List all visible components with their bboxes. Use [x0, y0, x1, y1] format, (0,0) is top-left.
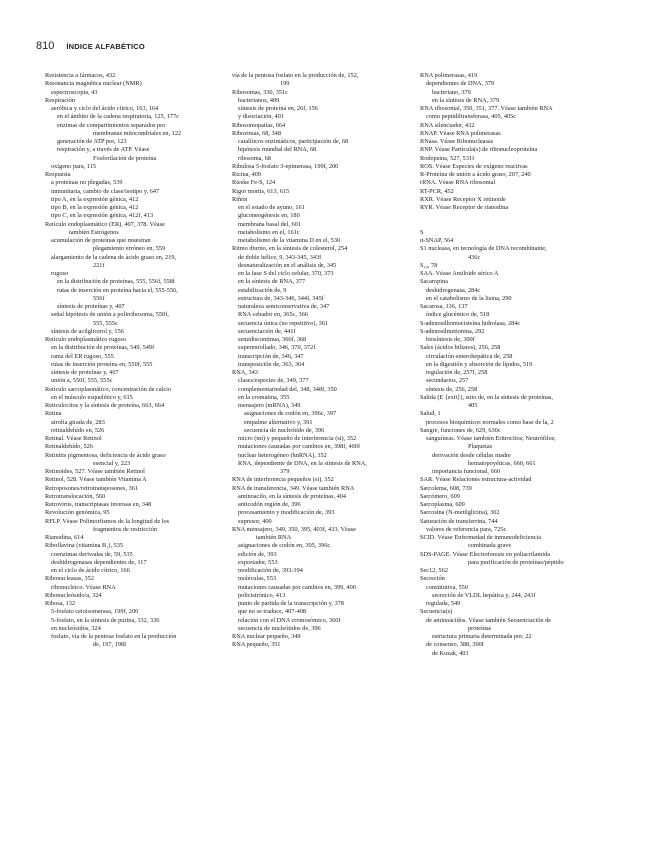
- index-entry: naturaleza semiconservativa de, 347: [238, 303, 330, 310]
- index-entry: micro (mi) y pequeño de interferencia (si), 352: [238, 435, 357, 442]
- index-entry: RYR. Véase Receptor de rianodina: [420, 204, 509, 211]
- index-entry: RNA mensajero, 349, 350, 395, 403f, 433. Véase: [232, 525, 356, 533]
- index-entry: para purificación de proteínas/péptido: [468, 558, 564, 566]
- index-entry: transposición de, 363, 364: [238, 360, 305, 368]
- index-entry: oxígeno para, 115: [51, 162, 97, 170]
- index-entry: secuencia única (no repetitivo), 361: [238, 319, 329, 327]
- index-entry: membrana basal del, 601: [238, 220, 301, 228]
- index-entry: secuencia de nucleótidos de, 396: [238, 624, 321, 632]
- index-entry: 379: [280, 468, 290, 475]
- index-entry: Retina: [45, 410, 62, 418]
- page-number: 810: [36, 40, 55, 52]
- index-entry: en el ámbito de la cadena respiratoria, 125, 177c: [57, 113, 180, 121]
- index-entry: rutas de inserción en proteína hacia el, 555-556,: [57, 286, 178, 294]
- index-entry: también Estrógenos: [69, 228, 119, 236]
- index-entry: valores de referencia para, 725c: [426, 525, 507, 533]
- index-entry: semidiscontinua, 366f, 368: [238, 336, 307, 343]
- index-entry: en la distribución de proteínas, 549, 549f: [51, 344, 155, 352]
- index-entry: constitutiva, 550: [426, 583, 468, 591]
- index-entry: modificación de, 393-394: [238, 567, 303, 574]
- index-entry: de doble hélice, 9, 343-345, 343f: [238, 253, 322, 261]
- index-entry: Secreción: [420, 575, 445, 583]
- index-entry: mutaciones causadas por cambios en, 398f, 400f: [238, 443, 361, 451]
- index-entry: de, 197, 198f: [93, 641, 127, 649]
- index-entry: RNA cebador en, 365c, 366: [238, 311, 308, 319]
- spacer: [420, 212, 615, 220]
- index-entry: generación de ATP por, 123: [57, 138, 127, 145]
- index-entry: transcripción de, 346, 347: [238, 352, 304, 360]
- index-entry: en el estado de ayuno, 161: [238, 204, 305, 211]
- index-entry: 5-fosfato cetoisomerasa, 199f, 200: [51, 608, 139, 616]
- index-entry: en la distribución de proteínas, 555, 556f, 558f: [57, 278, 175, 286]
- index-entry: gluconeogénesis en, 180: [238, 212, 300, 220]
- index-entry: Rieske Fe-S, 124: [232, 179, 276, 187]
- index-entry: α-SNAP, 564: [420, 237, 454, 244]
- index-entry: SCID. Véase Enfermedad de inmunodeficiencia: [420, 534, 542, 541]
- index-entry: sanguíneas. Véase también Eritrocitos; Neutrófilos;: [426, 435, 556, 442]
- index-entry: bacteriano, 379: [432, 88, 471, 96]
- page-title: ÍNDICE ALFABÉTICO: [66, 42, 145, 51]
- index-entry: como peptidiltransferasa, 405, 405c: [426, 113, 517, 121]
- page-header: [36, 40, 145, 52]
- index-entry: retinaldehído en, 526: [51, 426, 105, 434]
- index-entry: RNA, 343: [232, 369, 258, 376]
- index-entry: en la síntesis de RNA, 377: [238, 278, 306, 286]
- index-entry: de consenso, 388, 390f: [426, 641, 484, 649]
- index-entry: Sangre, funciones de, 629, 630c: [420, 426, 501, 434]
- index-entry: plegamiento erróneo en, 559: [93, 245, 166, 253]
- index-entry: en nucleósidos, 324: [51, 624, 101, 632]
- index-entry: en la síntesis de RNA, 379: [432, 96, 500, 104]
- index-entry: enzimas de compartimientos separados por: [57, 121, 166, 129]
- index-entry: Sacaropina: [420, 278, 448, 286]
- index-entry: secuenciación de, 441f: [238, 327, 296, 335]
- index-entry: RNA de transferencia, 349. Véase también RNA: [232, 484, 355, 492]
- index-entry: RNA polimerasas, 419: [420, 72, 478, 79]
- index-entry: combinada grave: [468, 542, 512, 550]
- index-entry: aminoacilo, en la síntesis de proteínas, 404: [238, 492, 347, 500]
- index-entry: Salida (E {exit}), sitio de, en la síntesis de proteínas,: [420, 393, 554, 401]
- index-entry: regulación de, 257f, 258: [426, 369, 488, 376]
- index-entry: síntesis de proteínas y, 407: [57, 303, 125, 310]
- index-entry: 199: [280, 80, 290, 88]
- index-entry: fragmentos de restricción: [93, 525, 157, 533]
- index-entry: 436c: [468, 253, 481, 261]
- index-entry: Retroposones/retrotransposones, 361: [45, 484, 139, 492]
- index-entry: síntesis de acilglicerol y, 156: [51, 327, 124, 335]
- index-entry: rRNA. Véase RNA ribosomal: [420, 179, 496, 187]
- index-entry: Respuesta: [45, 171, 71, 178]
- index-entry: Reticulocitos y la síntesis de proteína, 663, 664: [45, 402, 165, 409]
- index-entry: alargamiento de la cadena de ácido graso en, 219,: [51, 253, 177, 261]
- index-entry: Ricina, 409: [232, 171, 262, 178]
- index-entry: señal hipótesis de unión a polirribosoma, 550f,: [51, 311, 169, 319]
- index-column-3: [420, 72, 615, 658]
- index-entry: Retinol, 528. Véase también Vitamina A: [45, 476, 147, 484]
- index-entry: Ritmo diurno, en la síntesis de colesterol, 254: [232, 245, 348, 253]
- index-entry: 556f: [93, 294, 105, 302]
- index-entry: RNA silenciador, 432: [420, 121, 475, 129]
- index-entry: inmunitaria, cambio de clase/isotipo y, 647: [51, 187, 160, 195]
- index-entry: vía de la pentosa fosfato en la producción de, 152,: [232, 72, 359, 79]
- index-entry: Ribosomopatías, 664: [232, 121, 286, 129]
- index-entry: aeróbica y ciclo del ácido cítrico, 163, 164: [51, 105, 159, 112]
- index-entry: RNA, dependiente de DNA, en la síntesis de RNA,: [238, 459, 367, 467]
- index-entry: secuencia de nucleótido de, 396: [244, 426, 325, 434]
- index-entry: R-Proteína de unión a ácido graso, 207, 240: [420, 171, 531, 178]
- index-entry: mutaciones causadas por cambios en, 399, 400: [238, 583, 356, 591]
- index-entry: superenrollado, 346, 370, 372f: [238, 344, 316, 352]
- index-entry: anticodón región de, 396: [238, 501, 301, 508]
- index-entry: metabolismo en el, 161c: [238, 228, 300, 236]
- index-entry: RXR. Véase Receptor X retinoide: [420, 195, 506, 203]
- index-entry: hematopoyéticas, 660, 661: [468, 459, 536, 467]
- index-entry: policistrónico, 413: [238, 591, 286, 599]
- index-entry: Ribonucleósido/a, 324: [45, 591, 102, 599]
- index-entry: hipótesis mundial del RNA, 68: [238, 146, 317, 154]
- index-entry: en la digestión y absorción de lípidos, 519: [426, 360, 533, 368]
- index-entry: espectroscopia, 43: [51, 88, 98, 96]
- index-entry: bacterianos, 409: [238, 96, 280, 104]
- index-entry: Sales (ácidos biliares), 256, 258: [420, 344, 501, 352]
- index-entry: importancia funcional, 660: [432, 468, 501, 475]
- index-entry: supresor, 400: [238, 517, 272, 525]
- index-entry: S-adenosilhomocisteína hidrolasa, 284c: [420, 319, 521, 327]
- index-entry: 405: [468, 402, 478, 409]
- index-entry: esencial y, 223: [93, 459, 131, 467]
- index-entry: S₁₀, 78: [420, 261, 438, 269]
- index-entry: RNA nuclear pequeño, 349: [232, 633, 301, 640]
- index-entry: Retinal. Véase Retinol: [45, 435, 102, 442]
- index-entry: deshidrogenasas dependientes de, 117: [51, 558, 147, 566]
- index-entry: estructura primaria determinada por, 22: [432, 633, 532, 640]
- index-entry: Retículo sarcoplasmático, concentración de calcio: [45, 385, 172, 393]
- index-entry: en el ciclo de ácido cítrico, 166: [51, 567, 130, 574]
- index-entry: en la cromatina, 355: [238, 393, 290, 401]
- index-entry: clases/especies de, 349, 377: [238, 377, 309, 385]
- index-entry: Sec12, 562: [420, 567, 448, 574]
- index-entry: S1 nucleasa, en tecnología de DNA recombinante,: [420, 245, 547, 253]
- index-entry: en el catabolismo de la lisina, 290: [426, 294, 512, 302]
- index-entry: estabilización de, 9: [238, 286, 287, 294]
- index-entry: SAA. Véase Amiloide sérico A: [420, 270, 499, 277]
- index-entry: RNAP. Véase RNA polimerasas: [420, 129, 501, 137]
- index-entry: Retinitis pigmentosa, deficiencia de ácido graso: [45, 451, 166, 459]
- index-entry: Sarcolema, 608, 739: [420, 484, 472, 492]
- index-entry: RNA ribosomal, 350, 351, 377. Véase también RNA: [420, 105, 553, 112]
- index-entry: biosíntesis de, 300f: [426, 336, 475, 343]
- index-entry: secreción de VLDL hepática y, 244, 243f: [432, 591, 536, 599]
- index-entry: 221f: [93, 261, 105, 269]
- index-entry: en la fase S del ciclo celular, 370, 373: [238, 270, 334, 277]
- index-entry: SDS-PAGE. Véase Electroforesis en poliacrilamida: [420, 550, 550, 558]
- index-entry: estructura de, 343-346, 344f, 345f: [238, 294, 324, 302]
- index-entry: dependientes de DNA, 379: [426, 80, 495, 88]
- index-entry: asignaciones de codón en, 395, 396c: [238, 542, 331, 550]
- index-entry: 5-fosfato, en la síntesis de purina, 332, 336: [51, 616, 160, 624]
- index-entry: Ribosomas, 330, 351c: [232, 88, 288, 96]
- index-entry: edición de, 393: [238, 550, 277, 558]
- index-entry: Saturación de transferrina, 744: [420, 517, 498, 525]
- index-entry: también RNA: [256, 534, 292, 541]
- spacer: [420, 221, 615, 229]
- index-entry: derivación desde células madre: [432, 451, 511, 459]
- index-entry: RFLP. Véase Polimorfismos de la longitud de los: [45, 517, 170, 525]
- index-entry: síntesis de proteínas y, 407: [51, 369, 119, 376]
- index-entry: Ribonucleasas, 352: [45, 575, 94, 583]
- index-entry: y disociación, 401: [238, 113, 284, 121]
- index-entry: Ribosa, 132: [45, 600, 76, 607]
- index-entry: Retrovirus, transcriptasas inversas en, 348: [45, 501, 152, 508]
- index-entry: RNasa. Véase Ribonucleasas: [420, 138, 494, 145]
- index-entry: Retinaldehído, 526: [45, 443, 93, 451]
- index-entry: S: [420, 228, 424, 236]
- index-entry: Rigor mortis, 613, 615: [232, 187, 290, 195]
- index-entry: Resonancia magnética nuclear (NMR): [45, 80, 142, 88]
- index-entry: Resistencia a fármacos, 432: [45, 72, 116, 79]
- index-entry: procesamiento y modificación de, 393: [238, 509, 335, 517]
- index-entry: Retículo endoplasmático (ER), 407, 378. Véase: [45, 220, 165, 228]
- index-entry: S-adenosilmetionina, 292: [420, 327, 485, 335]
- index-entry: rugoso: [51, 270, 69, 277]
- index-entry: Rodopsina, 527, 531f: [420, 154, 475, 162]
- index-entry: unión a, 550f, 555, 555c: [51, 377, 113, 385]
- index-entry: Sarcoplasma, 609: [420, 501, 465, 508]
- index-entry: Revolución genómica, 95: [45, 509, 110, 517]
- index-entry: punto de partida de la transcripción y, 378: [238, 600, 344, 607]
- index-entry: 555, 555c: [93, 319, 118, 327]
- index-entry: síntesis de proteína en, 26f, 156: [238, 105, 318, 112]
- index-entry: mensajero (mRNA), 349: [238, 402, 301, 409]
- index-entry: respiración y, a través de ATP. Véase: [57, 146, 150, 154]
- index-entry: proteínas: [468, 624, 492, 632]
- index-entry: tipo A, en la expresión génica, 412: [51, 195, 139, 203]
- index-column-1: [45, 72, 225, 650]
- index-entry: síntesis de, 256, 258: [426, 385, 478, 393]
- index-entry: SAR. Véase Relaciones estructura-actividad: [420, 476, 532, 484]
- index-entry: Retrotranslocación, 560: [45, 492, 106, 500]
- index-entry: ribosoma, 68: [238, 154, 271, 162]
- index-entry: Plaquetas: [468, 443, 493, 451]
- index-entry: acumulación de proteínas que muestran: [51, 237, 151, 244]
- index-entry: RT-PCR, 452: [420, 187, 454, 195]
- index-entry: de aminoácidos. Véase también Secuenciación de: [426, 616, 552, 624]
- index-entry: a proteínas no plegadas, 539: [51, 179, 123, 187]
- index-entry: Riñón: [232, 195, 248, 203]
- index-entry: deshidrogenasa, 284c: [426, 286, 481, 294]
- index-entry: nuclear heterogéneo (hnRNA), 352: [238, 451, 327, 459]
- index-entry: rutas de inserción proteína en, 550f, 555: [51, 360, 153, 368]
- index-entry: RNA de interferencia pequeños (si), 352: [232, 476, 334, 484]
- index-entry: Rianodina, 614: [45, 534, 84, 541]
- index-column-2: [232, 72, 412, 650]
- index-entry: Secuencia(s): [420, 608, 453, 616]
- index-entry: Sarcosina (N-metilglicina), 302: [420, 509, 500, 517]
- index-entry: relación con el DNA cromosómico, 360f: [238, 616, 341, 624]
- index-entry: rama del ER rugoso, 555: [51, 352, 114, 360]
- index-entry: RNP. Véase Partícula(s) de ribonucleoproteína: [420, 146, 538, 154]
- index-entry: atrofia girada de, 283: [51, 418, 105, 426]
- index-entry: Riboflavina (vitamina B₂), 535: [45, 542, 124, 550]
- index-entry: Retículo endoplasmático rugoso: [45, 336, 127, 343]
- index-entry: regulada, 549: [426, 600, 461, 607]
- index-entry: Retinoides, 527. Véase también Retinol: [45, 468, 145, 475]
- index-entry: asignaciones de codón en, 396c, 397: [244, 410, 337, 418]
- index-entry: ROS. Véase Especies de oxígeno reactivas: [420, 162, 528, 170]
- index-entry: Sarcómero, 609: [420, 492, 460, 500]
- index-entry: Fosforilación de proteína: [93, 154, 157, 162]
- index-entry: coenzimas derivadas de, 59, 535: [51, 550, 133, 558]
- index-entry: índice glucémico de, 518: [426, 311, 490, 319]
- index-entry: moléculas, 553: [238, 575, 277, 583]
- index-entry: secundarios, 257: [426, 377, 469, 385]
- index-entry: empalme alternativo y, 391: [244, 418, 313, 426]
- index-entry: Sacarosa, 136, 137: [420, 303, 468, 310]
- index-entry: circulación enterohepática de, 258: [426, 352, 513, 360]
- index-entry: RNA pequeño, 351: [232, 641, 281, 649]
- index-entry: procesos bioquímicos normales como base de la, 2: [426, 418, 554, 426]
- index-entry: exportador, 553: [238, 558, 278, 566]
- index-entry: Salud, 1: [420, 410, 441, 418]
- index-entry: Ribozimas, 68, 348: [232, 129, 281, 137]
- index-entry: tipo B, en la expresión génica, 412: [51, 204, 139, 211]
- index-entry: desnaturalización en el análisis de, 345: [238, 261, 337, 269]
- index-entry: de Kozak, 403: [432, 649, 469, 657]
- index-entry: que no se traduce, 407-408: [238, 608, 307, 616]
- index-entry: complementariedad del, 348, 348f, 350: [238, 385, 337, 393]
- index-entry: ribonucleico. Véase RNA: [51, 583, 116, 591]
- index-entry: catalíticos enzimáticos, participación de, 68: [238, 138, 349, 145]
- index-entry: Respiración: [45, 96, 76, 104]
- index-entry: en el músculo esquelético y, 615: [51, 393, 133, 401]
- index-entry: tipo C, en la expresión génica, 412f, 413: [51, 212, 154, 220]
- index-entry: metabolismo de la vitamina D en el, 530: [238, 237, 341, 244]
- index-entry: membranas mitocondriales en, 122: [93, 129, 182, 137]
- index-entry: fosfato, vía de la pentosa fosfato en la producción: [51, 633, 177, 640]
- index-entry: Ribulosa 5-fosfato 3-epimerasa, 199f, 200: [232, 162, 339, 170]
